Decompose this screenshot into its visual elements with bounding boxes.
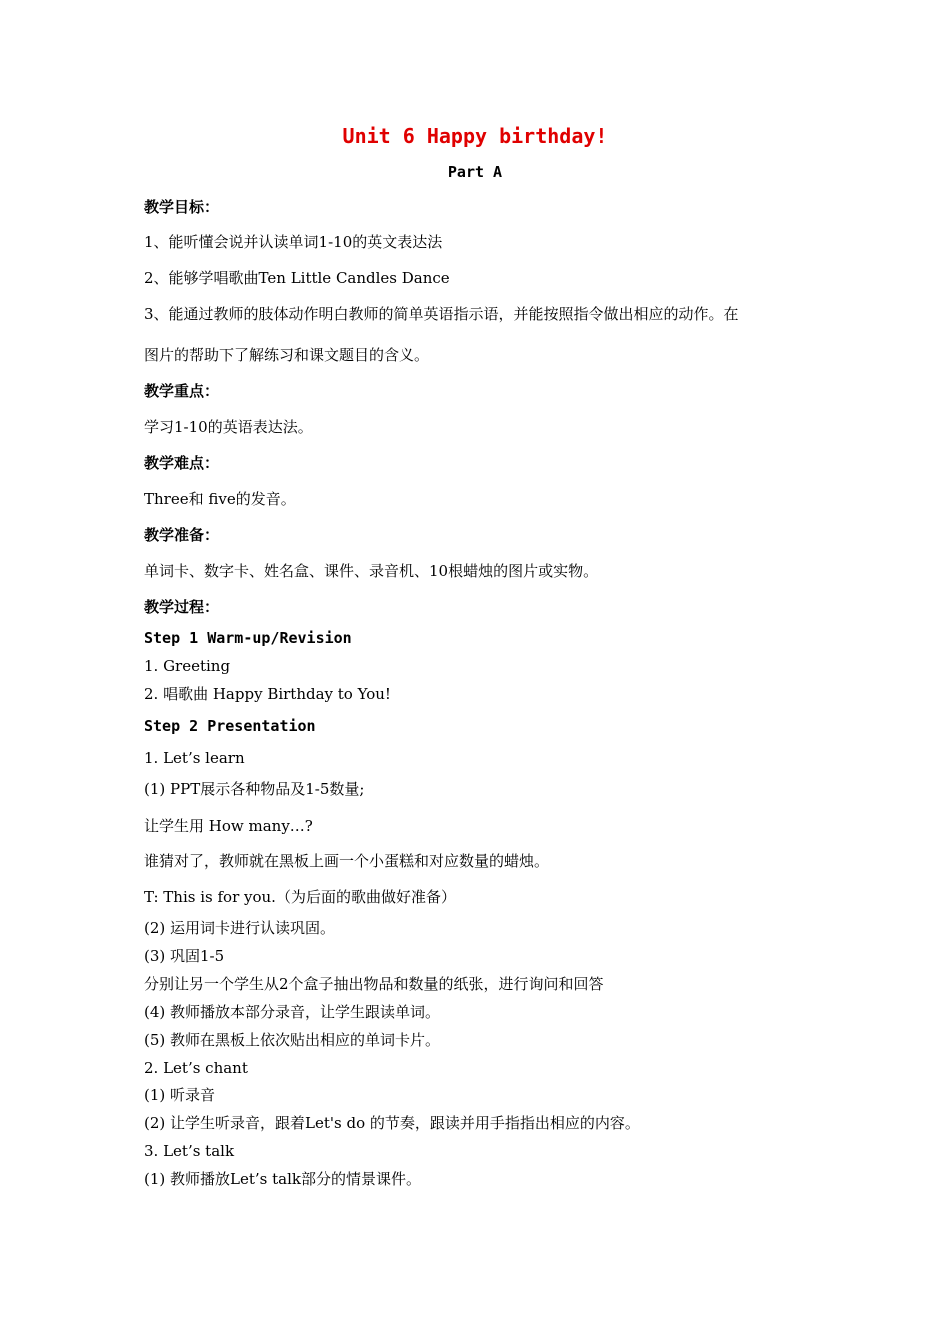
step-subitem: (3) 巩固1-5 bbox=[144, 947, 225, 965]
step-subitem: (1) PPT展示各种物品及1-5数量; bbox=[144, 780, 365, 798]
step-heading: Step 2 Presentation bbox=[144, 717, 316, 735]
goal-item: 3、能通过教师的肢体动作明白教师的简单英语指示语，并能按照指令做出相应的动作。在 bbox=[144, 305, 739, 323]
goal-item: 2、能够学唱歌曲Ten Little Candles Dance bbox=[144, 269, 450, 287]
preparation-text: 单词卡、数字卡、姓名盒、课件、录音机、10根蜡烛的图片或实物。 bbox=[144, 562, 599, 580]
page-title: Unit 6 Happy birthday! bbox=[342, 124, 608, 148]
step-subitem: 谁猜对了，教师就在黑板上画一个小蛋糕和对应数量的蜡烛。 bbox=[144, 852, 550, 870]
step-item: 3. Let’s talk bbox=[144, 1142, 235, 1160]
page-subtitle: Part A bbox=[447, 163, 503, 181]
step-subitem: (2) 让学生听录音，跟着Let's do 的节奏，跟读并用手指指出相应的内容。 bbox=[144, 1114, 640, 1132]
step-item: 1. Greeting bbox=[144, 657, 231, 675]
step-subitem: (4) 教师播放本部分录音，让学生跟读单词。 bbox=[144, 1003, 441, 1021]
step-subitem: T: This is for you.（为后面的歌曲做好准备） bbox=[144, 888, 456, 906]
step-subitem: (2) 运用词卡进行认读巩固。 bbox=[144, 919, 336, 937]
step-subitem: (5) 教师在黑板上依次贴出相应的单词卡片。 bbox=[144, 1031, 441, 1049]
preparation-heading: 教学准备： bbox=[144, 526, 220, 544]
goal-item: 1、能听懂会说并认读单词1-10的英文表达法 bbox=[144, 233, 443, 251]
step-subitem: 分别让另一个学生从2个盒子抽出物品和数量的纸张，进行询问和回答 bbox=[144, 975, 604, 993]
difficult-points-heading: 教学难点： bbox=[144, 454, 220, 472]
key-points-heading: 教学重点： bbox=[144, 382, 220, 400]
goal-item-continued: 图片的帮助下了解练习和课文题目的含义。 bbox=[144, 346, 430, 364]
goals-heading: 教学目标： bbox=[144, 198, 220, 216]
step-subitem: (1) 听录音 bbox=[144, 1086, 216, 1104]
key-points-text: 学习1-10的英语表达法。 bbox=[144, 418, 313, 436]
difficult-points-text: Three和 five的发音。 bbox=[144, 490, 296, 508]
step-item: 2. 唱歌曲 Happy Birthday to You! bbox=[144, 685, 391, 703]
step-heading: Step 1 Warm-up/Revision bbox=[144, 629, 352, 647]
step-item: 1. Let’s learn bbox=[144, 749, 245, 767]
process-heading: 教学过程： bbox=[144, 598, 220, 616]
step-item: 2. Let’s chant bbox=[144, 1059, 248, 1077]
step-subitem: 让学生用 How many…? bbox=[144, 817, 313, 835]
step-subitem: (1) 教师播放Let’s talk部分的情景课件。 bbox=[144, 1170, 421, 1188]
